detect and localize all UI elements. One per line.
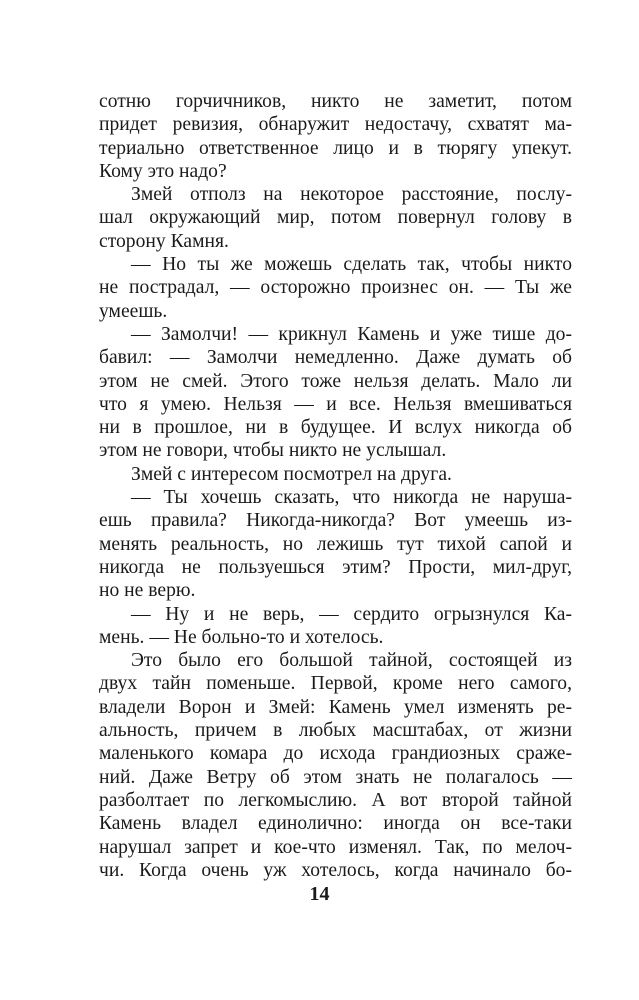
text-line: альность, причем в любых масштабах, от жизни	[99, 720, 572, 742]
text-line: но не верю.	[99, 580, 196, 602]
text-line: маленького комара до исхода грандиозных сраже-	[99, 743, 572, 765]
text-line: ешь правила? Никогда-никогда? Вот умеешь из-	[99, 510, 572, 532]
text-line: мень. — Не больно-то и хотелось.	[99, 626, 384, 648]
text-line: не пострадал, — осторожно произнес он. — Ты же	[99, 277, 572, 299]
text-line: Змей отполз на некоторое расстояние, послу-	[131, 184, 572, 206]
text-line: ни в прошлое, ни в будущее. И вслух никогда об	[99, 417, 572, 439]
text-line: умеешь.	[99, 300, 168, 322]
text-line: ний. Даже Ветру об этом знать не полагалось —	[99, 766, 572, 788]
text-line: — Но ты же можешь сделать так, чтобы никто	[131, 254, 572, 276]
text-line: Это было его большой тайной, состоящей из	[131, 650, 572, 672]
text-line: — Ты хочешь сказать, что никогда не наруша-	[131, 487, 572, 509]
text-line: Кому это надо?	[99, 160, 227, 182]
text-line: разболтает по легкомыслию. А вот второй тайной	[99, 789, 572, 811]
body-text	[99, 90, 572, 882]
text-line: придет ревизия, обнаружит недостачу, схватят ма-	[99, 114, 572, 136]
text-line: нарушал запрет и кое-что изменял. Так, по мелоч-	[99, 836, 572, 858]
text-line: менять реальность, но лежишь тут тихой сапой и	[99, 533, 572, 555]
text-line: этом не смей. Этого тоже нельзя делать. Мало ли	[99, 370, 572, 392]
text-line: никогда не пользуешься этим? Прости, мил-друг,	[99, 556, 572, 578]
text-line: бавил: — Замолчи немедленно. Даже думать об	[99, 347, 572, 369]
text-line: что я умею. Нельзя — и все. Нельзя вмешиваться	[99, 393, 572, 415]
text-line: сторону Камня.	[99, 230, 229, 252]
text-line: — Ну и не верь, — сердито огрызнулся Ка-	[131, 603, 572, 625]
page-number: 14	[309, 883, 330, 905]
text-line: чи. Когда очень уж хотелось, когда начинало бо-	[99, 859, 572, 881]
text-line: териально ответственное лицо и в тюрягу упекут.	[99, 137, 572, 159]
text-line: сотню горчичников, никто не заметит, потом	[99, 91, 572, 112]
text-line: Камень владел единолично: иногда он все-таки	[99, 813, 572, 835]
text-line: — Замолчи! — крикнул Камень и уже тише до-	[131, 323, 572, 345]
text-line: Змей с интересом посмотрел на друга.	[131, 463, 452, 485]
text-line: двух тайн поменьше. Первой, кроме него самого,	[99, 673, 572, 695]
text-line: шал окружающий мир, потом повернул голову в	[99, 207, 572, 229]
text-line: этом не говори, чтобы никто не услышал.	[99, 440, 447, 462]
text-line: владели Ворон и Змей: Камень умел изменять ре-	[99, 696, 572, 718]
